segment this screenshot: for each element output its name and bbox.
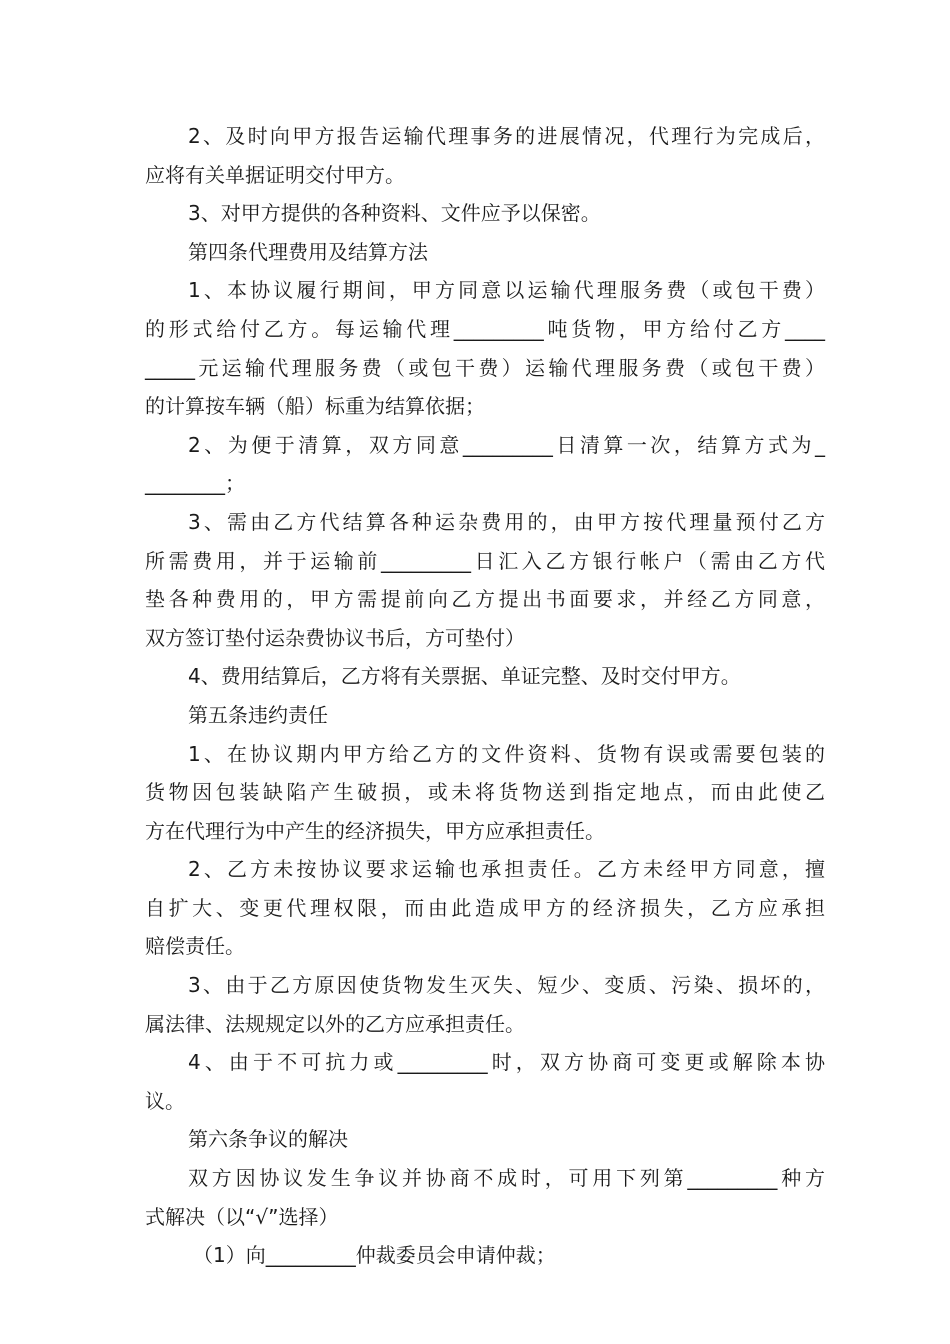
paragraph-line: 2、及时向甲方报告运输代理事务的进展情况，代理行为完成后， <box>188 124 825 148</box>
paragraph-line: 1、在协议期内甲方给乙方的文件资料、货物有误或需要包装的 <box>188 741 825 766</box>
paragraph-line: 议。 <box>145 1088 185 1113</box>
paragraph-line: 方在代理行为中产生的经济损失，甲方应承担责任。 <box>145 818 605 843</box>
paragraph-line: 2、为便于清算，双方同意_________日清算一次，结算方式为_ <box>188 432 825 457</box>
section-heading: 第四条代理费用及结算方法 <box>188 239 428 264</box>
paragraph-line: 属法律、法规规定以外的乙方应承担责任。 <box>145 1011 525 1036</box>
paragraph-line: 双方签订垫付运杂费协议书后，方可垫付） <box>145 625 525 650</box>
paragraph-line: _____元运输代理服务费（或包干费）运输代理服务费（或包干费） <box>145 355 825 380</box>
paragraph-line: ________； <box>145 471 245 496</box>
section-heading: 第六条争议的解决 <box>188 1127 348 1152</box>
paragraph-line: 4、由于不可抗力或_________时，双方协商可变更或解除本协 <box>188 1050 825 1075</box>
paragraph-line: 2、乙方未按协议要求运输也承担责任。乙方未经甲方同意，擅 <box>188 857 825 882</box>
paragraph-line: 赔偿责任。 <box>145 934 245 959</box>
paragraph-line: 自扩大、变更代理权限，而由此造成甲方的经济损失，乙方应承担 <box>145 895 825 920</box>
paragraph-line: 的形式给付乙方。每运输代理_________吨货物，甲方给付乙方____ <box>145 316 825 341</box>
paragraph-line: 垫各种费用的，甲方需提前向乙方提出书面要求，并经乙方同意， <box>145 587 825 612</box>
paragraph-line: 双方因协议发生争议并协商不成时，可用下列第_________种方 <box>188 1166 825 1191</box>
paragraph-line: 3、对甲方提供的各种资料、文件应予以保密。 <box>188 201 601 226</box>
document-page <box>145 117 825 1275</box>
paragraph-line: 式解决（以“√”选择） <box>145 1204 339 1229</box>
paragraph-line: 4、费用结算后，乙方将有关票据、单证完整、及时交付甲方。 <box>188 664 741 689</box>
section-heading: 第五条违约责任 <box>188 702 328 727</box>
paragraph-line: 3、需由乙方代结算各种运杂费用的，由甲方按代理量预付乙方 <box>188 509 825 534</box>
paragraph-line: 货物因包装缺陷产生破损，或未将货物送到指定地点，而由此使乙 <box>145 780 825 805</box>
paragraph-line: 的计算按车辆（船）标重为结算依据； <box>145 394 485 419</box>
paragraph-line: 3、由于乙方原因使货物发生灭失、短少、变质、污染、损坏的， <box>188 973 825 998</box>
paragraph-line: 1、本协议履行期间，甲方同意以运输代理服务费（或包干费） <box>188 278 825 303</box>
paragraph-line: 所需费用，并于运输前_________日汇入乙方银行帐户（需由乙方代 <box>145 548 825 573</box>
list-item: （1）向_________仲裁委员会申请仲裁； <box>193 1243 556 1268</box>
paragraph-line: 应将有关单据证明交付甲方。 <box>145 162 405 187</box>
